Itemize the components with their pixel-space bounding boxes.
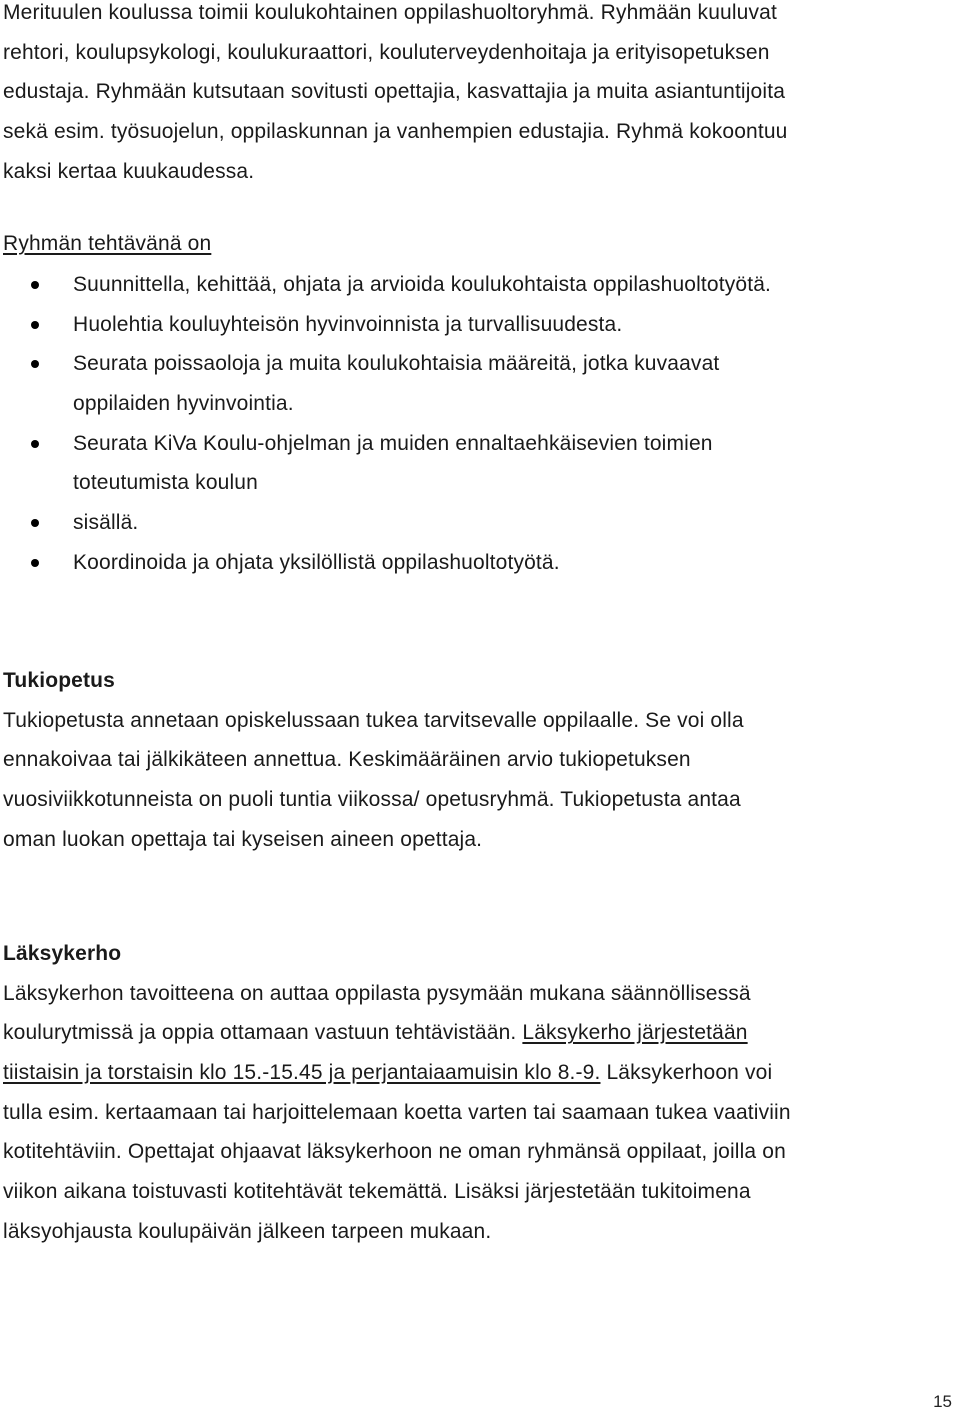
paragraph-line: läksyohjausta koulupäivän jälkeen tarpeen mukaan. — [3, 1219, 492, 1243]
paragraph-text: Läksykerhoon voi — [600, 1061, 773, 1085]
section-title: Läksykerho — [3, 942, 122, 965]
bullet-icon — [31, 559, 39, 567]
list-item-text: Huolehtia kouluyhteisön hyvinvoinnista ja turvallisuudesta. — [73, 312, 623, 336]
list-item-text: Seurata poissaoloja ja muita koulukohtaisia määreitä, jotka kuvaavat — [73, 352, 720, 376]
list-item — [3, 265, 771, 305]
paragraph-line: Läksykerhon tavoitteena on auttaa oppilasta pysymään mukana säännöllisessä — [3, 981, 751, 1005]
intro-line: kaksi kertaa kuukaudessa. — [3, 159, 255, 183]
list-item-text: sisällä. — [73, 511, 139, 535]
paragraph-line — [3, 1053, 791, 1093]
list-item-text: Suunnittella, kehittää, ohjata ja arvioida koulukohtaista oppilashuoltotyötä. — [73, 273, 772, 296]
paragraph-line — [3, 1013, 791, 1053]
section-title: Tukiopetus — [3, 669, 115, 692]
tasks-bullet-list — [3, 265, 771, 583]
list-item-text: oppilaiden hyvinvointia. — [73, 392, 294, 416]
tasks-heading — [3, 224, 211, 264]
paragraph-line: tulla esim. kertaamaan tai harjoittelemaan koetta varten tai saamaan tukea vaativiin — [3, 1100, 791, 1124]
bullet-icon — [31, 519, 39, 527]
list-item — [3, 344, 771, 423]
schedule-underlined-text: Läksykerho järjestetään — [522, 1021, 748, 1045]
tasks-heading-text: Ryhmän tehtävänä on — [3, 232, 212, 255]
list-item — [3, 503, 771, 543]
list-item-text: Koordinoida ja ohjata yksilöllistä oppilashuoltotyötä. — [73, 550, 560, 574]
bullet-icon — [31, 440, 39, 448]
intro-line: edustaja. Ryhmään kutsutaan sovitusti opettajia, kasvattajia ja muita asiantuntijoita — [3, 80, 786, 104]
laksykerho-section — [3, 934, 791, 1252]
tukiopetus-section — [3, 661, 744, 859]
list-item — [3, 305, 771, 345]
bullet-icon — [31, 360, 39, 368]
paragraph-line: viikon aikana toistuvasti kotitehtävät tekemättä. Lisäksi järjestetään tukitoimena — [3, 1180, 751, 1204]
intro-line: rehtori, koulupsykologi, koulukuraattori, kouluterveydenhoitaja ja erityisopetuksen — [3, 40, 770, 64]
paragraph-line: vuosiviikkotunneista on puoli tuntia viikossa/ opetusryhmä. Tukiopetusta antaa — [3, 788, 741, 812]
paragraph-line: ennakoivaa tai jälkikäteen annettua. Keskimääräinen arvio tukiopetuksen — [3, 748, 691, 772]
list-item-text: toteutumista koulun — [73, 471, 258, 495]
bullet-icon — [31, 281, 39, 289]
list-item — [3, 543, 771, 583]
schedule-underlined-text: tiistaisin ja torstaisin klo 15.-15.45 ja perjantaiaamuisin klo 8.-9. — [3, 1061, 601, 1085]
page-number: 15 — [933, 1392, 952, 1411]
intro-line: sekä esim. työsuojelun, oppilaskunnan ja vanhempien edustajia. Ryhmä kokoontuu — [3, 120, 788, 144]
paragraph-line: oman luokan opettaja tai kyseisen aineen opettaja. — [3, 827, 483, 851]
intro-paragraph — [3, 0, 788, 191]
bullet-icon — [31, 321, 39, 329]
paragraph-line: kotitehtäviin. Opettajat ohjaavat läksykerhoon ne oman ryhmänsä oppilaat, joilla on — [3, 1140, 786, 1164]
intro-line: Merituulen koulussa toimii koulukohtainen oppilashuoltoryhmä. Ryhmään kuuluvat — [3, 1, 777, 24]
list-item-text: Seurata KiVa Koulu-ohjelman ja muiden ennaltaehkäisevien toimien — [73, 431, 713, 455]
list-item — [3, 424, 771, 503]
paragraph-line: Tukiopetusta annetaan opiskelussaan tukea tarvitsevalle oppilaalle. Se voi olla — [3, 708, 744, 732]
paragraph-text: koulurytmissä ja oppia ottamaan vastuun tehtävistään. — [3, 1021, 523, 1045]
